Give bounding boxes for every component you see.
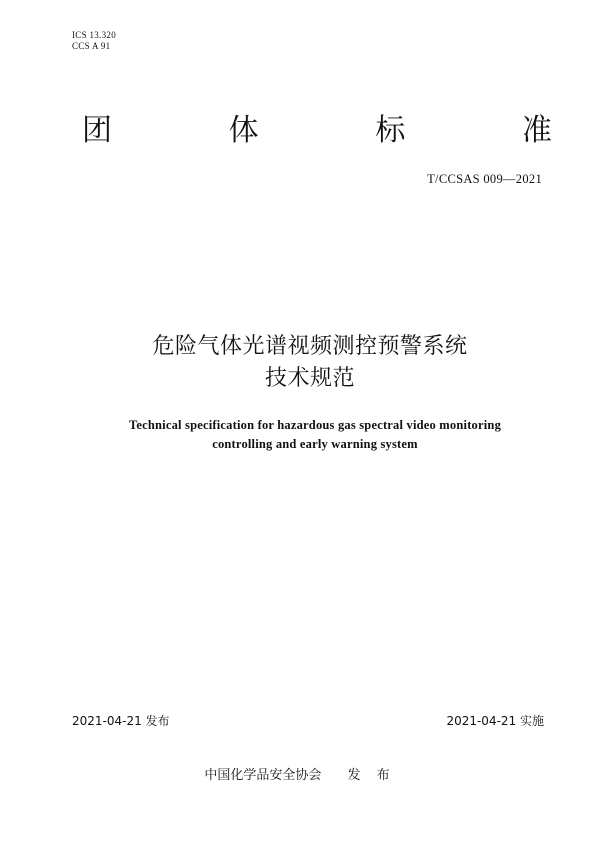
english-title-line-1: Technical specification for hazardous gas spectral video monitoring: [128, 418, 502, 432]
chinese-title-line-2: 技术规范: [264, 366, 355, 391]
classification-codes: [72, 30, 116, 52]
implementation-date: 2021-04-21 实施: [446, 714, 544, 728]
issue-date: 2021-04-21 发布: [72, 714, 170, 728]
issuer-name: 中国化学品安全协会: [204, 768, 322, 783]
issuer-line: [0, 764, 600, 783]
standard-type-char: 体: [228, 113, 259, 148]
ics-code: ICS 13.320: [72, 30, 117, 40]
standard-type-heading: [82, 112, 552, 150]
standard-number: T/CCSAS 009—2021: [427, 172, 542, 186]
standard-type-char: 标: [375, 113, 406, 148]
publish-label: 发 布: [347, 768, 396, 783]
chinese-title-line-1: 危险气体光谱视频测控预警系统: [152, 334, 468, 359]
ccs-code: CCS A 91: [72, 41, 111, 51]
english-title-line-2: controlling and early warning system: [212, 437, 418, 451]
standard-type-char: 准: [521, 113, 552, 148]
standard-type-char: 团: [82, 113, 112, 148]
